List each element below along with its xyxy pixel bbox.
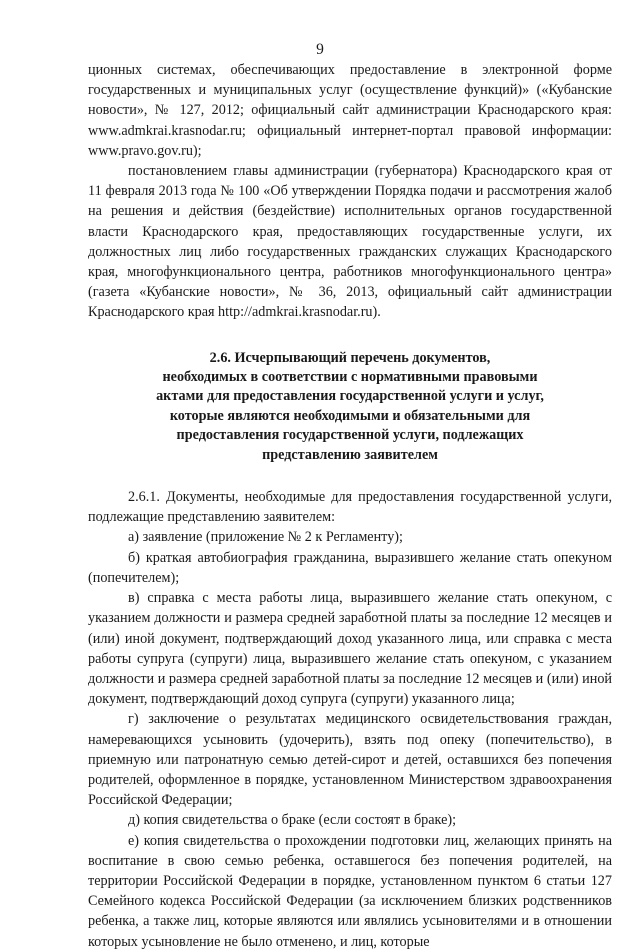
page-number: 9 [316,41,324,58]
paragraph-resolution: постановлением главы администрации (губернатора) Краснодарского края от 11 февраля 2013 года № 100 «Об утверждении Порядка подачи и рассмотрения жалоб на решения и действия (бездействие) исполнительных органов государственной власти Краснодарского края, предоставляющих государственные услуги, их должностных лиц либо государственных гражданских служащих Краснодарского края, многофункционального центра, работников многофункционального центра» (газета «Кубанские новости», № 36, 2013, официальный сайт администрации Краснодарского края http://admkrai.krasnodar.ru). [88,163,612,321]
heading-line: представлению заявителем [262,446,438,463]
paragraph-2-6-1: 2.6.1. Документы, необходимые для предоставления государственной услуги, подлежащие представлению заявителем: [88,489,612,526]
list-item-v: в) справка с места работы лица, выразившего желание стать опекуном, с указанием должности и размера средней заработной платы за последние 12 месяцев и (или) иной документ, подтверждающий доход указанного лица, или справка с места работы супруга (супруги) лица, выразившего желание стать опекуном, с указанием должности и размера средней заработной платы за последние 12 месяцев и (или) иной документ, подтверждающий доход супруга (супруги) указанного лица; [88,590,612,708]
list-item-a: а) заявление (приложение № 2 к Регламенту); [128,529,403,546]
list-item-b: б) краткая автобиография гражданина, выразившего желание стать опекуном (попечителем); [88,549,612,586]
document-body [88,60,612,952]
list-item-d: д) копия свидетельства о браке (если состоят в браке); [128,812,457,829]
list-item-g: г) заключение о результатах медицинского освидетельствования граждан, намеревающихся усыновить (удочерить), взять под опеку (попечительство), в приемную или патронатную семью детей-сирот и детей, оставшихся без попечения родителей, оформленное в порядке, установленном Министерством здравоохранения Российской Федерации; [88,711,612,809]
section-heading [88,349,612,465]
paragraph-continuation: ционных системах, обеспечивающих предоставление в электронной форме государственных и муниципальных услуг (осуществление функций)» («Кубанские новости», № 127, 2012; официальный сайт администрации Краснодарского края: www.admkrai.krasnodar.ru; официальный интернет-портал правовой информации: www.pravo.gov.ru); [88,62,612,159]
list-item-e: е) копия свидетельства о прохождении подготовки лиц, желающих принять на воспитание в свою семью ребенка, оставшегося без попечения родителей, на территории Российской Федерации в порядке, установленном пунктом 6 статьи 127 Семейного кодекса Российской Федерации (за исключением близких родственников ребенка, а также лиц, которые являются или являлись усыновителями и в отношении которых усыновление не было отменено, и лиц, которые [88,832,612,950]
heading-line: необходимых в соответствии с нормативными правовыми [162,369,538,386]
heading-line: предоставления государственной услуги, подлежащих [176,427,524,444]
heading-line: актами для предоставления государственной услуги и услуг, [156,388,544,405]
heading-line: 2.6. Исчерпывающий перечень документов, [209,349,491,366]
heading-line: которые являются необходимыми и обязательными для [169,407,531,424]
